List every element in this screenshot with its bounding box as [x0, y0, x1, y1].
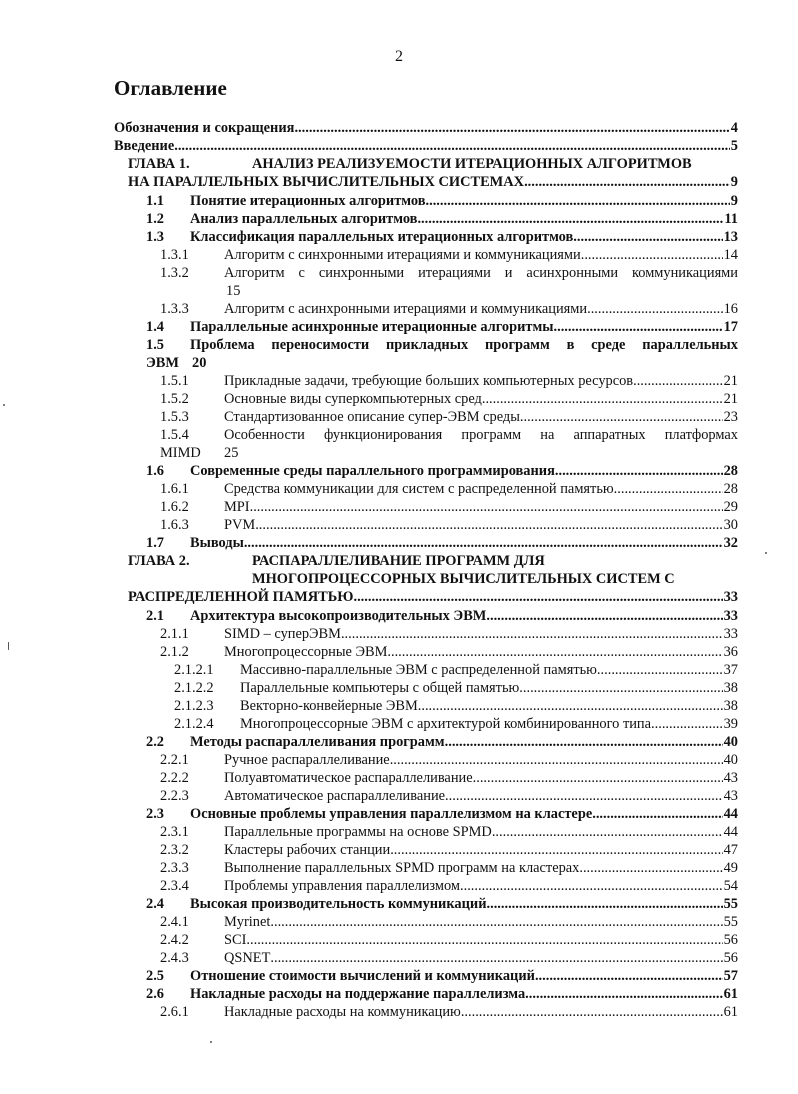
entry-page: 38	[723, 680, 738, 696]
entry-page: 37	[723, 662, 738, 678]
entry-title: Высокая производительность коммуникаций	[190, 896, 487, 912]
entry-title: Массивно-параллельные ЭВМ с распределенной памятью	[240, 662, 597, 678]
toc-entry[interactable]	[114, 300, 738, 318]
entry-title: Средства коммуникации для систем с распределенной памятью	[224, 481, 614, 497]
toc-entry[interactable]	[114, 769, 738, 787]
entry-title-tail: ЭВМ	[146, 355, 179, 371]
dot-leader	[244, 534, 723, 552]
dot-leader	[390, 751, 723, 769]
entry-title: Основные виды суперкомпьютерных сред	[224, 391, 482, 407]
entry-title-line	[224, 480, 738, 498]
entry-title-line	[190, 534, 738, 552]
entry-page: 44	[723, 824, 738, 840]
entry-title-line	[224, 787, 738, 805]
entry-title: Myrinet	[224, 914, 271, 930]
entry-number: 2.1.2.1	[174, 662, 214, 678]
entry-number: 2.4.3	[160, 950, 189, 966]
entry-number: 1.6	[146, 463, 164, 479]
entry-number: 2.2.2	[160, 770, 189, 786]
entry-title-line	[224, 372, 738, 390]
dot-leader	[633, 372, 723, 390]
entry-title-line	[224, 390, 738, 408]
dot-leader	[387, 643, 722, 661]
entry-number: 2.4.1	[160, 914, 189, 930]
toc-entry[interactable]	[114, 480, 738, 498]
entry-number: 2.2	[146, 734, 164, 750]
dot-leader	[519, 679, 722, 697]
toc-entry[interactable]	[114, 119, 738, 137]
entry-number: 1.6.2	[160, 499, 189, 515]
entry-page: 55	[723, 914, 738, 930]
entry-title-line	[224, 823, 738, 841]
scan-speck	[765, 552, 767, 554]
entry-page: 15	[226, 283, 241, 299]
entry-number: 2.1.1	[160, 626, 189, 642]
entry-title-line	[224, 408, 738, 426]
entry-number: 2.3.2	[160, 842, 189, 858]
entry-title: Архитектура высокопроизводительных ЭВМ	[190, 608, 487, 624]
scan-speck	[210, 1041, 212, 1043]
dot-leader	[487, 895, 723, 913]
entry-page: 57	[723, 968, 738, 984]
toc-entry[interactable]	[114, 570, 738, 588]
entry-number: 2.4	[146, 896, 164, 912]
toc-entry[interactable]	[114, 155, 738, 173]
entry-title: Полуавтоматическое распараллеливание	[224, 770, 473, 786]
entry-title: Накладные расходы на поддержание параллелизма	[190, 986, 526, 1002]
entry-title-line	[240, 697, 738, 715]
entry-title: Современные среды параллельного программирования	[190, 463, 555, 479]
entry-title: Анализ параллельных алгоритмов	[190, 211, 418, 227]
entry-number: 1.4	[146, 319, 164, 335]
entry-number: 1.2	[146, 211, 164, 227]
entry-title: Стандартизованное описание супер-ЭВМ среды	[224, 409, 520, 425]
entry-title: Ручное распараллеливание	[224, 752, 390, 768]
entry-page: 43	[723, 788, 738, 804]
entry-title: Проблемы управления параллелизмом	[224, 878, 461, 894]
entry-title: Алгоритм с синхронными итерациями и асинхронными коммуникациями	[224, 265, 738, 281]
entry-number: 2.5	[146, 968, 164, 984]
toc-title: Оглавление	[114, 76, 227, 100]
toc-entry[interactable]	[114, 643, 738, 661]
entry-title: Прикладные задачи, требующие больших компьютерных ресурсов	[224, 373, 634, 389]
page-number: 2	[395, 48, 403, 65]
entry-number: 1.5.1	[160, 373, 189, 389]
entry-title-line	[224, 300, 738, 318]
dot-leader	[473, 769, 723, 787]
entry-title-line	[240, 679, 738, 697]
entry-title-line	[224, 913, 738, 931]
entry-title-line	[224, 625, 738, 643]
entry-number: 1.1	[146, 193, 164, 209]
entry-number: 1.3.3	[160, 301, 189, 317]
entry-title: НА ПАРАЛЛЕЛЬНЫХ ВЫЧИСЛИТЕЛЬНЫХ СИСТЕМАХ	[128, 174, 525, 190]
entry-title: Выводы	[190, 535, 244, 551]
entry-number: 1.5.4	[160, 427, 189, 443]
entry-title: Алгоритм с синхронными итерациями и коммуникациями	[224, 247, 581, 263]
entry-number: 1.3	[146, 229, 164, 245]
entry-title-line	[114, 137, 738, 155]
entry-page: 54	[723, 878, 738, 894]
entry-page: 61	[723, 986, 738, 1002]
dot-leader	[390, 841, 722, 859]
entry-page: 14	[723, 247, 738, 263]
entry-page: 29	[723, 499, 738, 515]
entry-title: Кластеры рабочих станции	[224, 842, 391, 858]
entry-number: 1.6.1	[160, 481, 189, 497]
chapter-title-line: АНАЛИЗ РЕАЛИЗУЕМОСТИ ИТЕРАЦИОННЫХ АЛГОРИТМОВ	[252, 156, 692, 172]
toc-entry[interactable]	[114, 841, 738, 859]
toc-entry[interactable]	[114, 228, 738, 246]
entry-title-line	[114, 119, 738, 137]
entry-page: 32	[723, 535, 738, 551]
toc-entry[interactable]	[114, 859, 738, 877]
dot-leader	[579, 859, 722, 877]
entry-title-line	[190, 805, 738, 823]
dot-leader	[445, 733, 723, 751]
entry-title-line	[224, 498, 738, 516]
dot-leader	[270, 913, 722, 931]
entry-page: 11	[724, 211, 738, 227]
entry-title: Векторно-конвейерные ЭВМ	[240, 698, 418, 714]
entry-number: 1.6.3	[160, 517, 189, 533]
toc-entry[interactable]	[114, 913, 738, 931]
toc-entry[interactable]	[114, 192, 738, 210]
entry-page: 21	[723, 391, 738, 407]
entry-title-line	[190, 462, 738, 480]
toc-entry[interactable]	[114, 751, 738, 769]
entry-page: 21	[723, 373, 738, 389]
dot-leader	[597, 661, 723, 679]
entry-page: 61	[723, 1004, 738, 1020]
dot-leader	[555, 462, 723, 480]
entry-title-line	[224, 751, 738, 769]
entry-title: Отношение стоимости вычислений и коммуникаций	[190, 968, 535, 984]
dot-leader	[592, 805, 722, 823]
entry-title-line	[224, 246, 738, 264]
entry-number: 2.3.3	[160, 860, 189, 876]
dot-leader	[357, 588, 723, 606]
toc-entry[interactable]	[114, 516, 738, 534]
entry-number: 1.7	[146, 535, 164, 551]
toc-entry[interactable]	[114, 823, 738, 841]
entry-title: Многопроцессорные ЭВМ с архитектурой комбинированного типа	[240, 716, 652, 732]
dot-leader	[573, 228, 722, 246]
entry-number: 2.6.1	[160, 1004, 189, 1020]
toc-entry[interactable]	[114, 372, 738, 390]
toc-entry[interactable]	[114, 877, 738, 895]
entry-title-line	[224, 877, 738, 895]
dot-leader	[524, 173, 730, 191]
entry-title: Введение	[114, 138, 175, 154]
dot-leader	[174, 137, 730, 155]
entry-page: 36	[723, 644, 738, 660]
dot-leader	[520, 408, 723, 426]
entry-title-line	[224, 859, 738, 877]
toc-entry[interactable]	[114, 318, 738, 336]
entry-page: 25	[224, 445, 239, 461]
entry-title-line	[224, 841, 738, 859]
entry-number: 2.3.1	[160, 824, 189, 840]
dot-leader	[341, 625, 723, 643]
entry-page: 56	[723, 932, 738, 948]
dot-leader	[461, 1003, 723, 1021]
chapter-title-tail	[128, 173, 738, 191]
entry-number: 1.5.2	[160, 391, 189, 407]
toc-entry[interactable]	[114, 498, 738, 516]
entry-number: 2.3.4	[160, 878, 189, 894]
entry-number: 2.6	[146, 986, 164, 1002]
toc-entry[interactable]	[114, 625, 738, 643]
entry-title-line	[224, 949, 738, 967]
entry-number: ГЛАВА 1.	[128, 156, 190, 172]
entry-title: Классификация параллельных итерационных алгоритмов	[190, 229, 574, 245]
entry-page: 38	[723, 698, 738, 714]
dot-leader	[294, 119, 729, 137]
entry-page: 30	[723, 517, 738, 533]
entry-title: Алгоритм с асинхронными итерациями и коммуникациями	[224, 301, 588, 317]
entry-page: 13	[723, 229, 738, 245]
entry-title-line	[190, 607, 738, 625]
entry-page: 55	[723, 896, 738, 912]
toc-entry[interactable]	[114, 426, 738, 444]
entry-title-line	[190, 318, 738, 336]
toc-entry[interactable]	[114, 967, 738, 985]
entry-page: 33	[723, 589, 738, 605]
entry-number: 2.3	[146, 806, 164, 822]
entry-title-line	[190, 228, 738, 246]
toc-entry[interactable]	[114, 661, 738, 679]
entry-title-line	[190, 733, 738, 751]
entry-title: PVM	[224, 517, 256, 533]
dot-leader	[554, 318, 723, 336]
entry-title-line	[224, 1003, 738, 1021]
entry-title: Накладные расходы на коммуникацию	[224, 1004, 461, 1020]
entry-page: 39	[723, 716, 738, 732]
dot-leader	[486, 607, 722, 625]
toc-entry[interactable]	[114, 408, 738, 426]
toc-entry[interactable]	[114, 715, 738, 733]
toc-entry[interactable]	[114, 462, 738, 480]
dot-leader	[255, 516, 722, 534]
entry-title: РАСПРЕДЕЛЕННОЙ ПАМЯТЬЮ.	[128, 589, 358, 605]
dot-leader	[482, 390, 723, 408]
toc-entry[interactable]	[114, 282, 738, 300]
toc-entry[interactable]	[114, 173, 738, 192]
entry-page: 44	[723, 806, 738, 822]
entry-number: ГЛАВА 2.	[128, 553, 190, 569]
dot-leader	[581, 246, 723, 264]
entry-page: 49	[723, 860, 738, 876]
entry-page: 56	[723, 950, 738, 966]
toc-entry[interactable]	[114, 210, 738, 228]
entry-page: 40	[723, 752, 738, 768]
dot-leader	[651, 715, 723, 733]
dot-leader	[535, 967, 723, 985]
toc-entry[interactable]	[114, 552, 738, 570]
chapter-title-line: МНОГОПРОЦЕССОРНЫХ ВЫЧИСЛИТЕЛЬНЫХ СИСТЕМ С	[252, 571, 675, 587]
entry-page: 43	[723, 770, 738, 786]
dot-leader	[270, 949, 722, 967]
toc-entry[interactable]	[114, 354, 738, 372]
entry-page: 33	[723, 626, 738, 642]
entry-title-line	[190, 210, 738, 228]
entry-title: Особенности функционирования программ на аппаратных платформах	[224, 427, 738, 443]
entry-page: 40	[723, 734, 738, 750]
entry-title: Основные проблемы управления параллелизмом на кластере	[190, 806, 593, 822]
entry-title-line	[240, 661, 738, 679]
toc-entry[interactable]	[114, 588, 738, 607]
entry-page: 9	[730, 174, 738, 190]
toc-entry[interactable]	[114, 607, 738, 625]
toc-entry[interactable]	[114, 444, 738, 462]
entry-title: Выполнение параллельных SPMD программ на кластерах	[224, 860, 580, 876]
entry-title: Проблема переносимости прикладных программ в среде параллельных	[190, 337, 738, 353]
entry-number: 2.1.2	[160, 644, 189, 660]
chapter-title-tail	[128, 588, 738, 606]
entry-title: MPI	[224, 499, 250, 515]
scan-speck	[3, 404, 5, 406]
entry-page: 9	[730, 193, 738, 209]
entry-title: Многопроцессорные ЭВМ	[224, 644, 388, 660]
entry-number: 2.2.1	[160, 752, 189, 768]
entry-number: 2.1.2.2	[174, 680, 214, 696]
toc-entry[interactable]	[114, 787, 738, 805]
entry-number: 2.1	[146, 608, 164, 624]
entry-page: 20	[192, 355, 207, 371]
entry-title-line	[190, 895, 738, 913]
entry-number: 1.3.2	[160, 265, 189, 281]
entry-title: Параллельные компьютеры с общей памятью	[240, 680, 520, 696]
entry-title: Понятие итерационных алгоритмов	[190, 193, 426, 209]
toc-entry[interactable]	[114, 264, 738, 282]
entry-page: 28	[723, 481, 738, 497]
entry-title-tail: MIMD	[160, 445, 201, 461]
toc-entry[interactable]	[114, 697, 738, 715]
entry-page: 16	[723, 301, 738, 317]
entry-number: 2.4.2	[160, 932, 189, 948]
entry-title: SIMD – суперЭВМ	[224, 626, 341, 642]
dot-leader	[492, 823, 723, 841]
table-of-contents	[114, 119, 738, 1021]
toc-entry[interactable]	[114, 985, 738, 1003]
toc-entry[interactable]	[114, 805, 738, 823]
entry-page: 23	[723, 409, 738, 425]
dot-leader	[525, 985, 722, 1003]
entry-page: 4	[730, 120, 738, 136]
scan-speck	[8, 642, 9, 650]
toc-entry[interactable]	[114, 390, 738, 408]
toc-entry[interactable]	[114, 679, 738, 697]
entry-title-line	[190, 967, 738, 985]
entry-title: Методы распараллеливания программ	[190, 734, 445, 750]
entry-title-line	[224, 516, 738, 534]
dot-leader	[418, 697, 723, 715]
entry-number: 1.3.1	[160, 247, 189, 263]
entry-title-line	[224, 643, 738, 661]
entry-title: QSNET	[224, 950, 271, 966]
dot-leader	[246, 931, 722, 949]
dot-leader	[614, 480, 723, 498]
entry-number: 1.5	[146, 337, 164, 353]
entry-number: 2.1.2.3	[174, 698, 214, 714]
toc-entry[interactable]	[114, 1003, 738, 1021]
entry-page: 47	[723, 842, 738, 858]
entry-title: Параллельные асинхронные итерационные алгоритмы	[190, 319, 554, 335]
toc-entry[interactable]	[114, 895, 738, 913]
entry-page: 17	[723, 319, 738, 335]
toc-entry[interactable]	[114, 931, 738, 949]
toc-entry[interactable]	[114, 949, 738, 967]
entry-title-line	[224, 931, 738, 949]
entry-title-line	[190, 192, 738, 210]
entry-title-line	[240, 715, 738, 733]
toc-entry[interactable]	[114, 534, 738, 552]
dot-leader	[587, 300, 723, 318]
toc-entry[interactable]	[114, 246, 738, 264]
entry-title-line	[190, 985, 738, 1003]
dot-leader	[426, 192, 730, 210]
dot-leader	[445, 787, 723, 805]
entry-title-line	[224, 769, 738, 787]
entry-number: 2.1.2.4	[174, 716, 214, 732]
toc-entry[interactable]	[114, 733, 738, 751]
entry-title: Параллельные программы на основе SPMD	[224, 824, 492, 840]
entry-title: SCI	[224, 932, 247, 948]
toc-entry[interactable]	[114, 137, 738, 155]
entry-page: 33	[723, 608, 738, 624]
entry-number: 2.2.3	[160, 788, 189, 804]
toc-entry[interactable]	[114, 336, 738, 354]
dot-leader	[250, 498, 723, 516]
dot-leader	[460, 877, 723, 895]
dot-leader	[417, 210, 723, 228]
entry-title: Обозначения и сокращения	[114, 120, 295, 136]
entry-number: 1.5.3	[160, 409, 189, 425]
chapter-title-line: РАСПАРАЛЛЕЛИВАНИЕ ПРОГРАММ ДЛЯ	[252, 553, 545, 569]
entry-title: Автоматическое распараллеливание	[224, 788, 446, 804]
entry-page: 28	[723, 463, 738, 479]
entry-page: 5	[730, 138, 738, 154]
